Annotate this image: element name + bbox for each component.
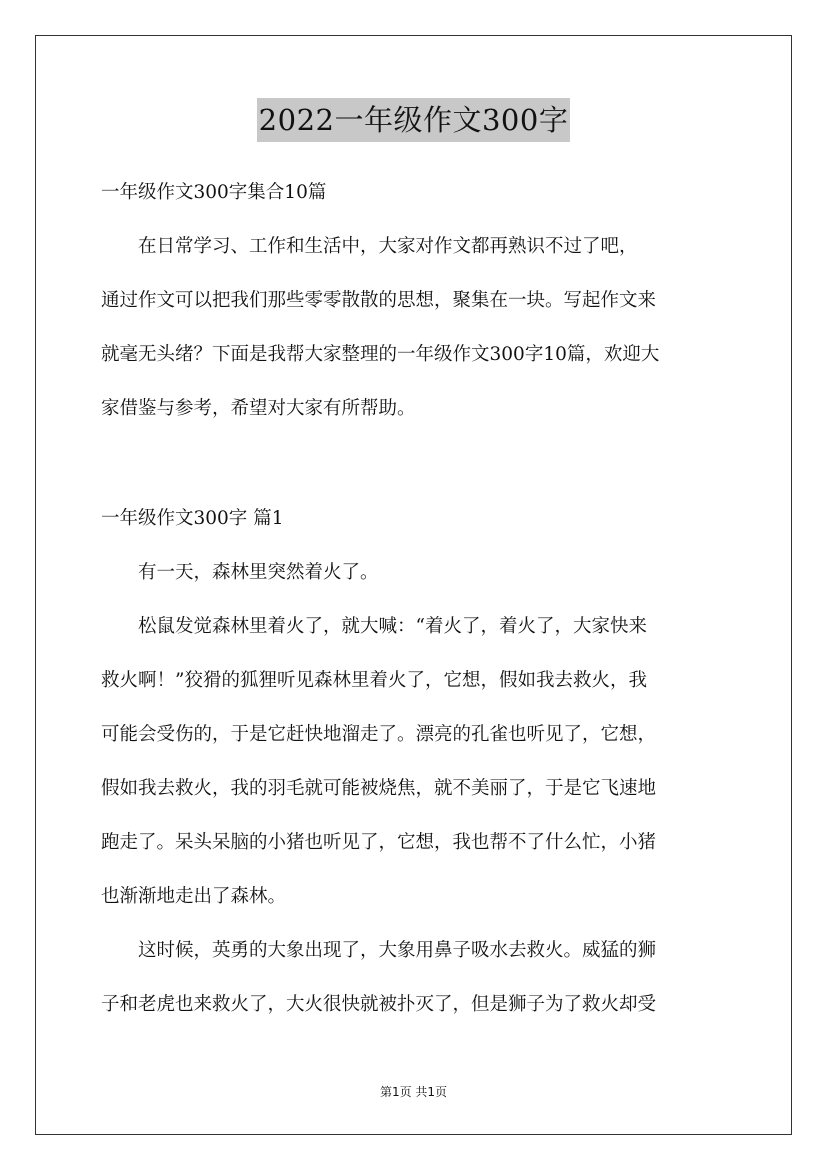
section-heading-block [101, 492, 729, 546]
document-subtitle: 一年级作文300字集合10篇 [101, 182, 327, 203]
document-title: 2022一年级作文300字 [257, 98, 571, 142]
body-line: 这时候，英勇的大象出现了，大象用鼻子吸水去救火。威猛的狮 [101, 940, 657, 961]
body-line: 子和老虎也来救火了，大火很快就被扑灭了，但是狮子为了救火却受 [101, 994, 657, 1015]
intro-line: 家借鉴与参考，希望对大家有所帮助。 [101, 398, 416, 419]
essay-body [101, 546, 729, 1032]
page-footer [0, 1083, 827, 1100]
section-heading: 一年级作文300字 篇1 [101, 508, 284, 529]
body-line: 可能会受伤的，于是它赶快地溜走了。漂亮的孔雀也听见了，它想， [101, 724, 657, 745]
title-container [0, 98, 827, 142]
body-line: 有一天，森林里突然着火了。 [101, 562, 379, 583]
intro-line: 就毫无头绪？下面是我帮大家整理的一年级作文300字10篇，欢迎大 [101, 344, 660, 365]
body-line: 松鼠发觉森林里着火了，就大喊：“着火了，着火了，大家快来 [101, 616, 647, 637]
intro-line: 在日常学习、工作和生活中，大家对作文都再熟识不过了吧， [101, 236, 638, 257]
body-line: 救火啊！”狡猾的狐狸听见森林里着火了，它想，假如我去救火，我 [101, 670, 647, 691]
body-line: 跑走了。呆头呆脑的小猪也听见了，它想，我也帮不了什么忙，小猪 [101, 832, 657, 853]
intro-paragraph [101, 220, 729, 436]
body-line: 假如我去救火，我的羽毛就可能被烧焦，就不美丽了，于是它飞速地 [101, 778, 657, 799]
page-number: 第1页 共1页 [379, 1085, 448, 1099]
intro-line: 通过作文可以把我们那些零零散散的思想，聚集在一块。写起作文来 [101, 290, 657, 311]
subtitle-block [101, 166, 729, 220]
body-line: 也渐渐地走出了森林。 [101, 886, 287, 907]
